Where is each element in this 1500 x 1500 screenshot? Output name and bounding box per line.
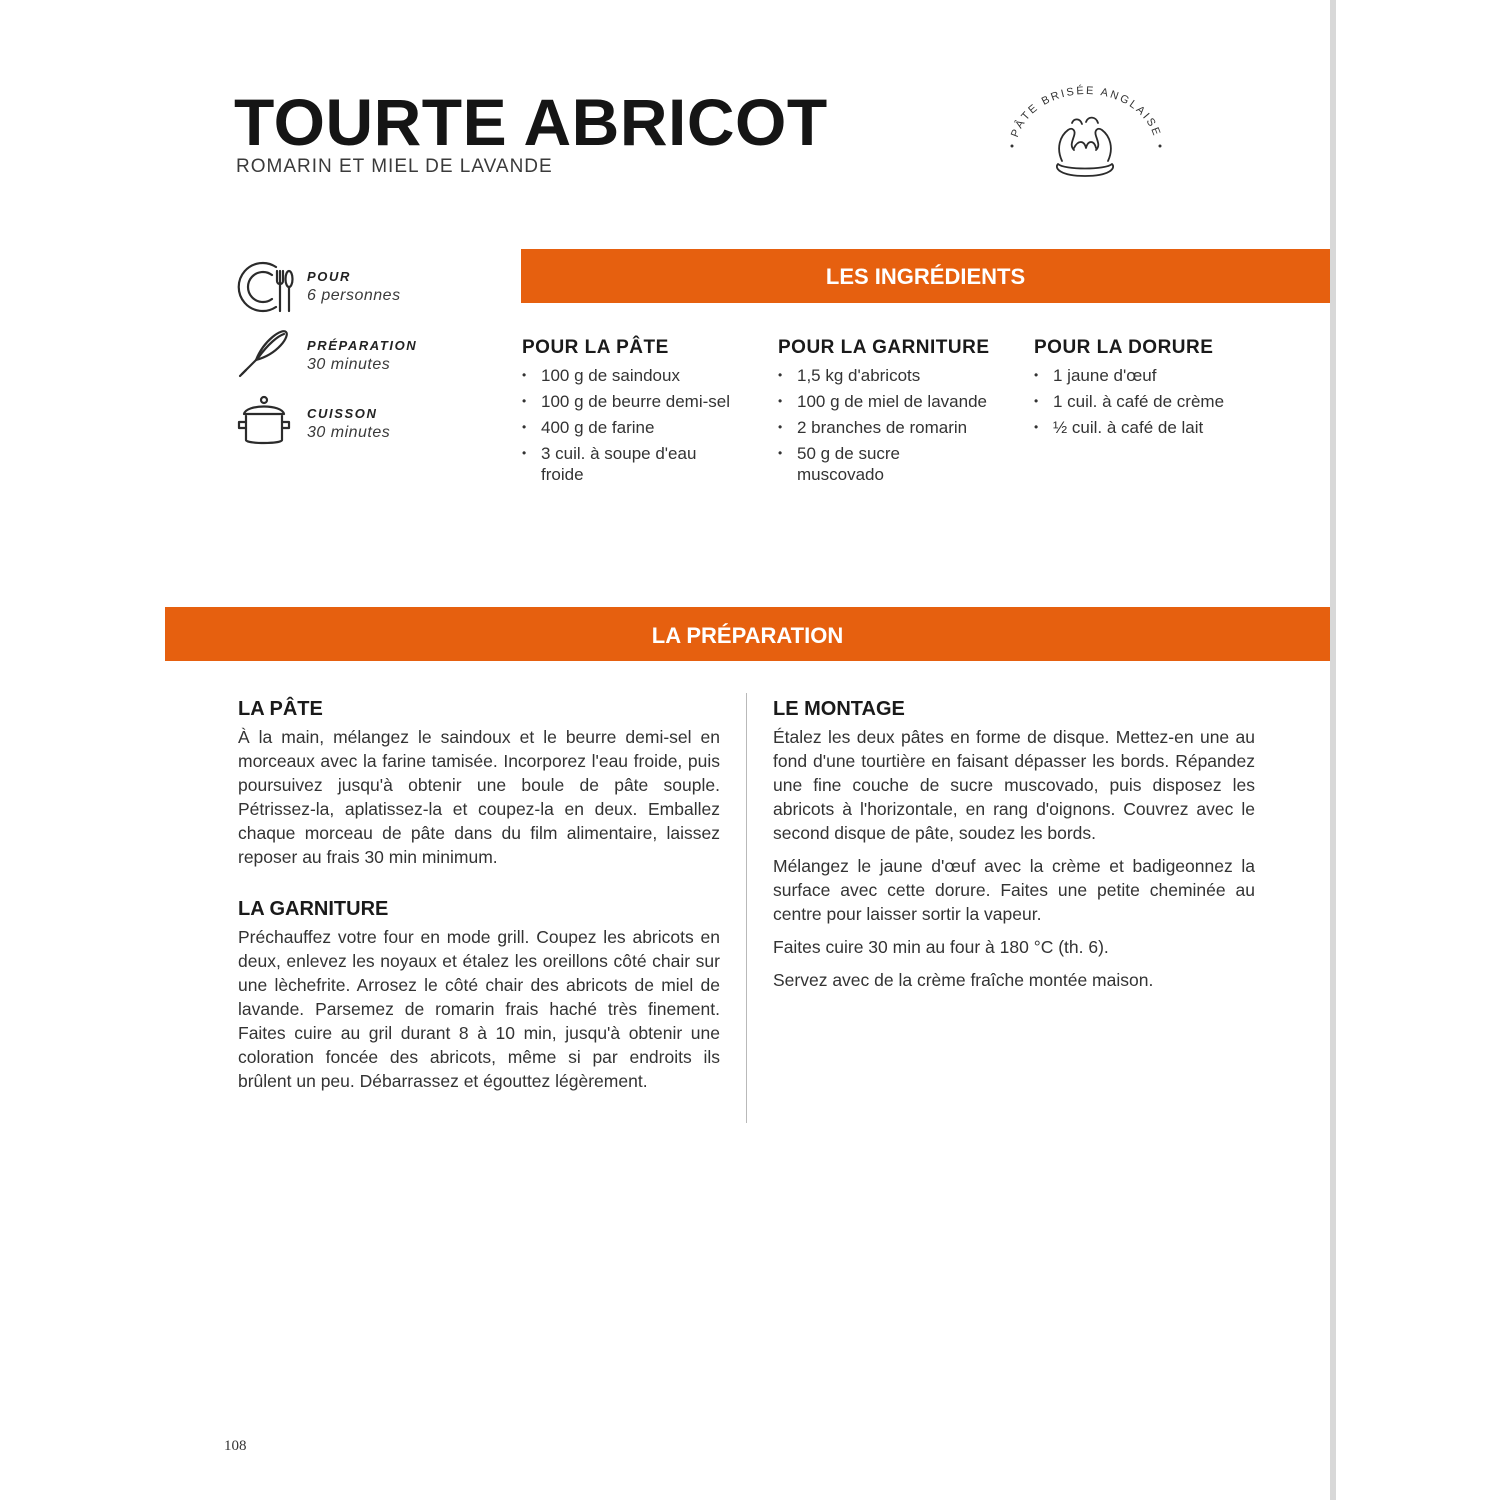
cooking-pot-icon [236, 394, 296, 454]
ingredient-item: • 400 g de farine [522, 417, 762, 438]
ingredient-item: • 1 cuil. à café de crème [1034, 391, 1294, 412]
ingredient-group-title: POUR LA GARNITURE [778, 337, 990, 358]
whisk-icon [236, 326, 296, 386]
preparation-label: PRÉPARATION [307, 338, 418, 353]
ingredient-group-title: POUR LA DORURE [1034, 337, 1214, 358]
cooking-value: 30 minutes [307, 424, 391, 441]
column-divider [746, 693, 747, 1123]
ingredient-item: • 100 g de saindoux [522, 365, 762, 386]
preparation-heading: LA PRÉPARATION [165, 607, 1330, 661]
step-text-pate: À la main, mélangez le saindoux et le beurre demi-sel en morceaux avec la farine tamisée. Incorporez l'eau froide, puis poursuivez jusqu'à obtenir une boule de pâte souple. Pétrissez-la, aplatissez-la et coupez-la en deux. Emballez chaque morceau de pâte dans du film alimentaire, laissez reposer au frais 30 min minimum. [238, 727, 720, 867]
preparation-value: 30 minutes [307, 356, 391, 373]
ingredient-item: • 1 jaune d'œuf [1034, 365, 1294, 386]
ingredient-list [522, 365, 762, 485]
kneading-hands-icon [1057, 118, 1113, 176]
recipe-subtitle: ROMARIN ET MIEL DE LAVANDE [236, 156, 553, 177]
ingredient-list [1034, 365, 1294, 438]
servings-value: 6 personnes [307, 287, 401, 304]
step-title-garniture: LA GARNITURE [238, 898, 389, 920]
stamp-text-path: PÂTE BRISÉE ANGLAISE [1009, 84, 1163, 140]
ingredient-list [778, 365, 1018, 485]
ingredient-group-dorure [1034, 336, 1294, 443]
ingredient-item: • 100 g de miel de lavande [778, 391, 1018, 412]
preparation-left-column [238, 697, 720, 1093]
plate-cutlery-icon [236, 257, 296, 317]
stamp-dot-left [1011, 145, 1014, 148]
step-text-montage-4: Servez avec de la crème fraîche montée maison. [773, 970, 1154, 990]
step-title-montage: LE MONTAGE [773, 698, 905, 720]
step-text-montage-3: Faites cuire 30 min au four à 180 °C (th. 6). [773, 937, 1109, 957]
ingredient-item: • 2 branches de romarin [778, 417, 1018, 438]
page-margin [1336, 0, 1500, 1500]
ingredient-item: • 50 g de sucre muscovado [778, 443, 1018, 485]
step-text-montage-2: Mélangez le jaune d'œuf avec la crème et badigeonnez la surface avec cette dorure. Faites une petite cheminée au centre pour laisser sortir la vapeur. [773, 856, 1255, 924]
cooking-label: CUISSON [307, 406, 378, 421]
step-text-montage-1: Étalez les deux pâtes en forme de disque. Mettez-en une au fond d'une tourtière en faisant dépasser les bords. Répandez une fine couche de sucre muscovado, puis disposez les abricots à l'horizontale, en rang d'oignons. Couvrez avec le second disque de pâte, soudez les bords. [773, 727, 1255, 843]
stamp-text [1009, 84, 1163, 139]
servings-label: POUR [307, 269, 351, 284]
ingredient-item: • 100 g de beurre demi-sel [522, 391, 762, 412]
ingredient-item: • ½ cuil. à café de lait [1034, 417, 1294, 438]
preparation-right-column [773, 697, 1255, 992]
ingredient-group-pate [522, 336, 762, 490]
ingredient-item: • 3 cuil. à soupe d'eau froide [522, 443, 762, 485]
recipe-title: TOURTE ABRICOT [234, 85, 828, 159]
ingredient-group-garniture [778, 336, 1018, 490]
step-text-garniture: Préchauffez votre four en mode grill. Coupez les abricots en deux, enlevez les noyaux et étalez les oreillons côté chair sur une lèchefrite. Arrosez le côté chair des abricots de miel de lavande. Parsemez de romarin frais haché très finement. Faites cuire au gril durant 8 à 10 min, jusqu'à obtenir une coloration foncée des abricots, même si par endroits ils brûlent un peu. Débarrassez et égouttez légèrement. [238, 927, 720, 1091]
ingredient-group-title: POUR LA PÂTE [522, 337, 669, 358]
page-number: 108 [224, 1438, 247, 1454]
pate-brisee-stamp [1000, 78, 1170, 188]
step-title-pate: LA PÂTE [238, 698, 323, 720]
ingredients-heading: LES INGRÉDIENTS [521, 249, 1330, 303]
stamp-dot-right [1159, 145, 1162, 148]
ingredient-item: • 1,5 kg d'abricots [778, 365, 1018, 386]
